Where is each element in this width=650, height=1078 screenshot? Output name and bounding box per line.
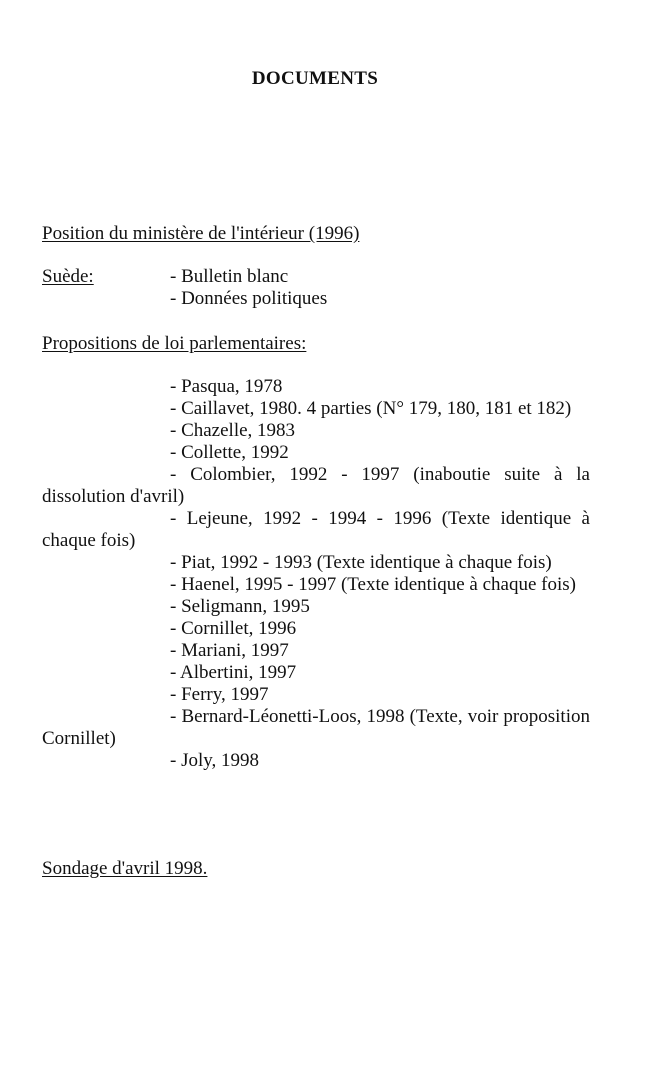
propositions-list: [42, 376, 590, 772]
list-item: - Seligmann, 1995: [170, 596, 310, 617]
list-item: - Mariani, 1997: [170, 640, 289, 661]
country-label-suede: Suède:: [42, 266, 94, 287]
suede-document-list: [170, 266, 327, 310]
list-item: - Piat, 1992 - 1993 (Texte identique à chaque fois): [170, 552, 552, 573]
section-heading-sondage: Sondage d'avril 1998.: [42, 858, 208, 879]
list-item: - Collette, 1992: [170, 442, 289, 463]
page-title: DOCUMENTS: [251, 68, 379, 89]
list-item: - Colombier, 1992 - 1997 (inaboutie suite à la dissolution d'avril): [42, 464, 590, 507]
list-item: - Caillavet, 1980. 4 parties (N° 179, 180, 181 et 182): [170, 398, 572, 419]
list-item: - Joly, 1998: [170, 750, 260, 771]
list-item: - Bernard-Léonetti-Loos, 1998 (Texte, voir proposition Cornillet): [42, 706, 590, 749]
list-item: - Cornillet, 1996: [170, 618, 297, 639]
section-heading-ministere: Position du ministère de l'intérieur (1996): [42, 223, 360, 244]
list-item: - Données politiques: [170, 288, 328, 309]
list-item: - Lejeune, 1992 - 1994 - 1996 (Texte identique à chaque fois): [42, 508, 590, 551]
list-item: - Bulletin blanc: [170, 266, 289, 287]
list-item: - Haenel, 1995 - 1997 (Texte identique à chaque fois): [170, 574, 576, 595]
section-heading-propositions: Propositions de loi parlementaires:: [42, 333, 307, 354]
list-item: - Pasqua, 1978: [170, 376, 283, 397]
list-item: - Albertini, 1997: [170, 662, 297, 683]
list-item: - Chazelle, 1983: [170, 420, 296, 441]
list-item: - Ferry, 1997: [170, 684, 269, 705]
